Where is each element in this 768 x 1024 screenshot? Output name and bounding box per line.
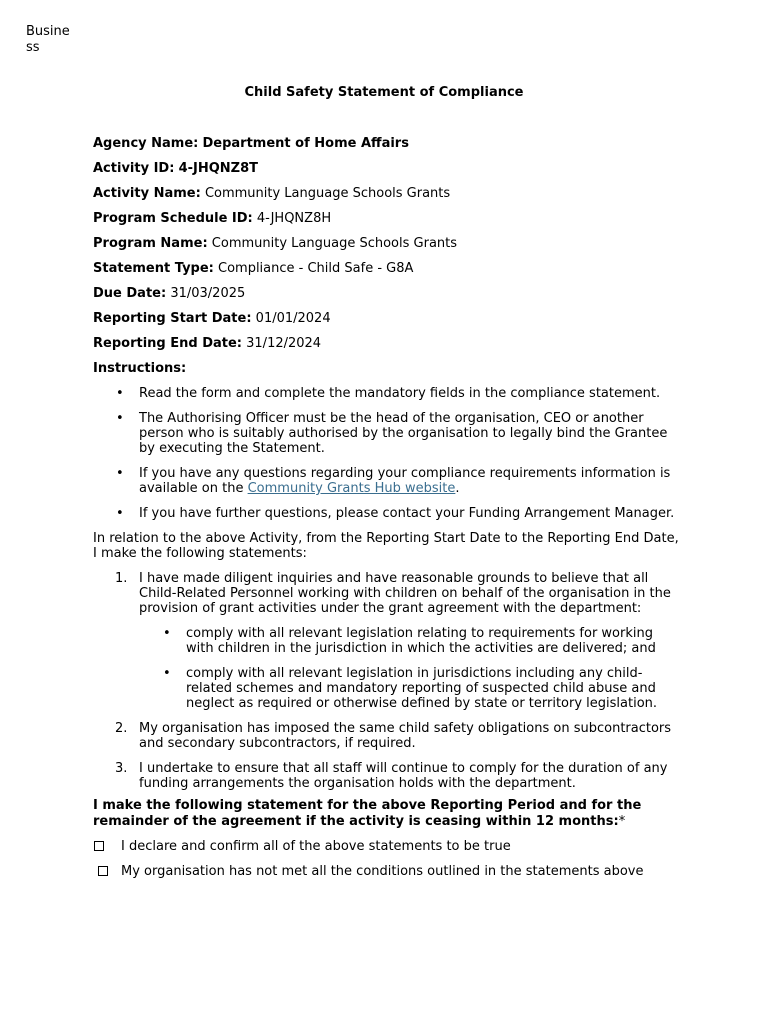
instruction-item: • If you have further questions, please contact your Funding Arrangement Manager. xyxy=(93,506,683,521)
instruction-item: • Read the form and complete the mandatory fields in the compliance statement. xyxy=(93,386,683,401)
statement-sub-item: • comply with all relevant legislation in jurisdictions including any child-related schemes and mandatory reporting of suspected child abuse and neglect as required or otherwise defined by state or territory legislation. xyxy=(139,666,683,711)
field-value: 31/12/2024 xyxy=(246,336,322,351)
field-row xyxy=(93,136,683,151)
field-value: Community Language Schools Grants xyxy=(211,236,458,251)
field-label: Program Schedule ID: xyxy=(93,211,253,226)
field-value: 31/03/2025 xyxy=(170,286,246,301)
statement-text: I undertake to ensure that all staff will continue to comply for the duration of any funding arrangements the organisation holds with the department. xyxy=(139,761,668,791)
field-row xyxy=(93,286,683,301)
header-corner-text: Business xyxy=(26,24,70,55)
statement-item xyxy=(93,761,683,791)
statement-number: 1. xyxy=(115,571,128,586)
statement-text: My organisation has imposed the same child safety obligations on subcontractors and secondary subcontractors, if required. xyxy=(139,721,672,751)
statement-item xyxy=(93,571,683,711)
instructions-list xyxy=(93,386,683,521)
field-row xyxy=(93,161,683,176)
confirm-checkbox-label: I declare and confirm all of the above statements to be true xyxy=(121,839,511,854)
instruction-item: • If you have any questions regarding your compliance requirements information is available on the Community Grants Hub website. xyxy=(93,466,683,496)
statement-text: I have made diligent inquiries and have reasonable grounds to believe that all Child-Related Personnel working with children on behalf of the organisation in the provision of grant activities under the grant agreement with the department: xyxy=(139,571,671,616)
instruction-item: • The Authorising Officer must be the head of the organisation, CEO or another person who is suitably authorised by the organisation to legally bind the Grantee by executing the Statement. xyxy=(93,411,683,456)
statements-list xyxy=(93,571,683,791)
declaration-prompt: I make the following statement for the above Reporting Period and for the remainder of the agreement if the activity is ceasing within 12 months:* xyxy=(93,798,642,829)
field-value: 4-JHQNZ8T xyxy=(178,161,258,176)
statement-sub-list xyxy=(139,626,683,711)
field-label: Program Name: xyxy=(93,236,208,251)
statement-number: 3. xyxy=(115,761,128,776)
statements-intro: In relation to the above Activity, from the Reporting Start Date to the Reporting End Date, I make the following statements: xyxy=(93,531,679,561)
confirm-checkbox[interactable] xyxy=(94,841,104,851)
field-row xyxy=(93,186,683,201)
declaration-option-not-met[interactable] xyxy=(93,864,683,879)
field-label: Activity ID: xyxy=(93,161,175,176)
field-label: Agency Name: xyxy=(93,136,199,151)
field-row xyxy=(93,311,683,326)
not-met-checkbox[interactable] xyxy=(98,866,108,876)
statement-sub-item: • comply with all relevant legislation relating to requirements for working with children in the jurisdiction in which the activities are delivered; and xyxy=(139,626,683,656)
field-value: 4-JHQNZ8H xyxy=(256,211,332,226)
statement-number: 2. xyxy=(115,721,128,736)
not-met-checkbox-label: My organisation has not met all the conditions outlined in the statements above xyxy=(121,864,644,879)
field-value: Community Language Schools Grants xyxy=(204,186,451,201)
instructions-heading: Instructions: xyxy=(93,361,187,376)
field-value: Compliance - Child Safe - G8A xyxy=(218,261,414,276)
document-title: Child Safety Statement of Compliance xyxy=(244,85,524,100)
required-mark: * xyxy=(618,814,626,829)
field-label: Activity Name: xyxy=(93,186,201,201)
field-value: 01/01/2024 xyxy=(255,311,331,326)
community-grants-hub-link[interactable]: Community Grants Hub website xyxy=(247,481,456,496)
field-row xyxy=(93,261,683,276)
field-label: Due Date: xyxy=(93,286,167,301)
statement-item xyxy=(93,721,683,751)
field-row xyxy=(93,336,683,351)
field-row xyxy=(93,211,683,226)
field-label: Reporting End Date: xyxy=(93,336,242,351)
activity-fields xyxy=(93,136,683,351)
field-label: Statement Type: xyxy=(93,261,214,276)
field-label: Reporting Start Date: xyxy=(93,311,252,326)
field-row xyxy=(93,236,683,251)
field-value: Department of Home Affairs xyxy=(202,136,409,151)
document-body xyxy=(93,136,683,889)
declaration-option-confirm[interactable] xyxy=(93,839,683,854)
